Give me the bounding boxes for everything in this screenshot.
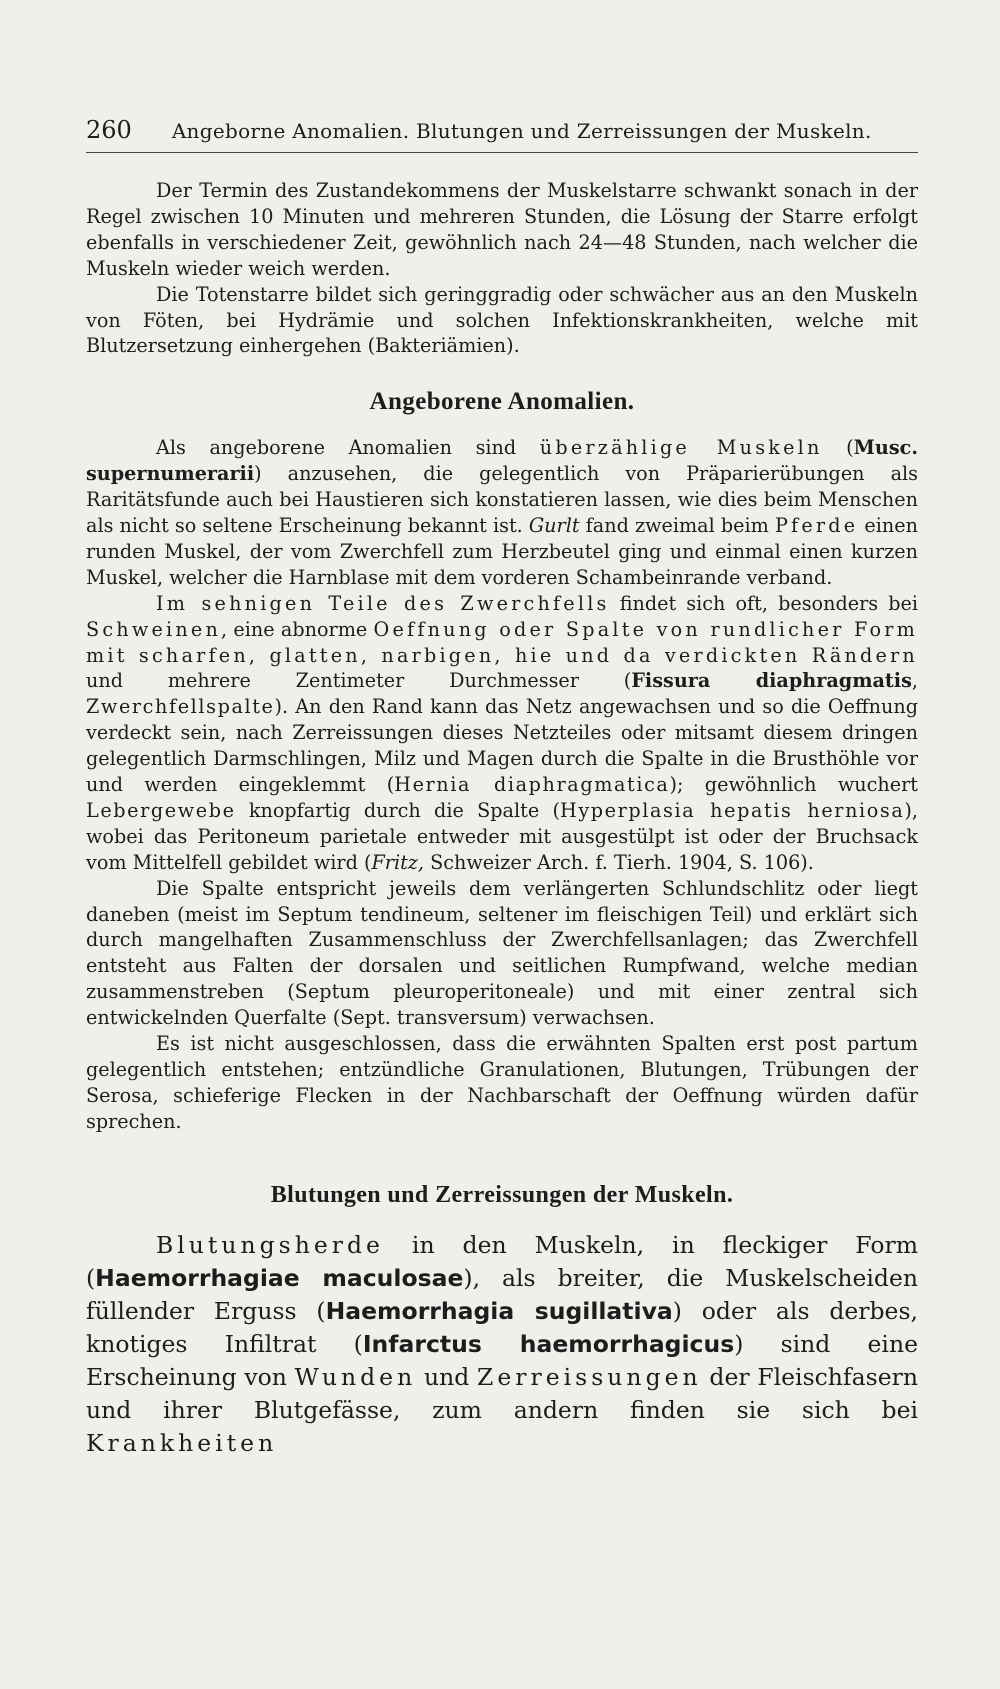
running-head-title: Angeborne Anomalien. Blutungen und Zerreissungen der Muskeln.	[171, 119, 872, 143]
spaced-term: Pferde	[774, 513, 859, 537]
paragraph	[86, 1229, 918, 1460]
text: fand zweimal beim	[579, 513, 775, 537]
running-head	[86, 116, 918, 153]
text: ) sind eine Erscheinung von	[86, 1329, 918, 1391]
text: ) oder als derbes, knotiges Infiltrat (	[86, 1296, 918, 1358]
spaced-term: überzählige Muskeln	[539, 436, 823, 460]
text: knopfartig durch die Spalte (	[235, 798, 560, 822]
latin-term: Infarctus haemorrhagicus	[362, 1329, 735, 1358]
text: Schweizer Arch. f. Tierh. 1904, S. 106).	[424, 850, 814, 874]
text: ), wobei das Peritoneum parietale entweder mit ausgestülpt ist oder der Bruchsack vom Mittelfell gebildet wird (	[86, 798, 918, 874]
paragraph: Der Termin des Zustandekommens der Muskelstarre schwankt sonach in der Regel zwischen 10 Minuten und mehreren Stunden, die Lösung der Starre erfolgt ebenfalls in verschiedener Zeit, gewöhnlich nach 24—48 Stunden, nach welcher die Muskeln wieder weich werden.	[86, 179, 918, 280]
spaced-term: Krankheiten	[86, 1428, 278, 1457]
section-heading: Angeborene Anomalien.	[369, 388, 635, 416]
paragraph	[86, 591, 918, 876]
text: ) anzusehen, die gelegentlich von Präparierübungen als Raritätsfunde auch bei Haustieren sich konstatieren lassen, wie dies beim Menschen als nicht so seltene Erscheinung bekannt ist.	[86, 462, 918, 537]
text: und	[416, 1362, 478, 1391]
latin-term: Haemorrhagiae maculosae	[95, 1263, 464, 1292]
spaced-term: Lebergewebe	[86, 798, 236, 822]
latin-term: Haemorrhagia sugillativa	[325, 1296, 673, 1325]
text: in den Muskeln, in fleckiger Form (	[86, 1230, 918, 1292]
text: (	[822, 436, 854, 460]
text: ,	[911, 669, 918, 693]
text: einen runden Muskel, der vom Zwerchfell zum Herzbeutel ging und einmal einen kurzen Muskel, welcher die Harnblase mit dem vorderen Schambeinrande verband.	[86, 513, 918, 589]
spaced-term: Zerreissungen	[477, 1362, 702, 1391]
page-body	[86, 178, 918, 1460]
paragraph: Die Spalte entspricht jeweils dem verlängerten Schlundschlitz oder liegt daneben (meist im Septum tendineum, seltener im fleischigen Teil) und erklärt sich durch mangelhaften Zusammenschluss der Zwerchfellsanlagen; das Zwerchfell entsteht aus Falten der dorsalen und seitlichen Rumpfwand, welche median zusammenstreben (Septum pleuroperitoneale) und mit einer zentral sich entwickelnden Querfalte (Sept. transversum) verwachsen.	[86, 876, 918, 1030]
spaced-term: Im sehnigen Teile des Zwerchfells	[156, 591, 610, 615]
paragraph: Die Totenstarre bildet sich geringgradig oder schwächer aus an den Muskeln von Föten, bei Hydrämie und solchen Infektionskrankheiten, welche mit Blutzersetzung einhergehen (Bakteriämien).	[86, 282, 918, 358]
spaced-term: Wunden	[294, 1362, 417, 1391]
text: und mehrere Zentimeter Durchmesser (	[86, 669, 632, 693]
section-heading: Blutungen und Zerreissungen der Muskeln.	[270, 1181, 734, 1208]
text: der Fleischfasern und ihrer Blutgefässe, zum andern finden sie sich bei	[86, 1362, 918, 1424]
spaced-term: Zwerchfellspalte	[86, 695, 275, 719]
author-name: Fritz,	[371, 850, 424, 874]
text: ). An den Rand kann das Netz angewachsen und so die Oeffnung verdeckt sein, nach Zerreissungen dieses Netzteiles oder mitsamt diesem dringen gelegentlich Darmschlingen, Milz und Magen durch die Spalte in die Brusthöhle vor und werden eingeklemmt (	[86, 695, 918, 797]
text: ), als breiter, die Muskelscheiden füllender Erguss (	[86, 1263, 918, 1325]
paragraph	[86, 435, 918, 590]
latin-term: Musc. supernumerarii	[86, 436, 918, 486]
text: ); gewöhnlich wuchert	[669, 773, 919, 797]
text: findet sich oft, besonders bei	[609, 591, 919, 615]
author-name: Gurlt	[528, 513, 580, 537]
spaced-term: Schweinen	[86, 617, 222, 641]
spaced-term: Blutungsherde	[156, 1230, 384, 1259]
latin-term: Fissura diaphragmatis	[631, 669, 912, 693]
paragraph: Es ist nicht ausgeschlossen, dass die erwähnten Spalten erst post partum gelegentlich entstehen; entzündliche Granulationen, Blutungen, Trübungen der Serosa, schieferige Flecken in der Nachbarschaft der Oeffnung würden dafür sprechen.	[86, 1032, 918, 1133]
spaced-term: Hyperplasia hepatis herniosa	[559, 798, 905, 822]
text: , eine abnorme	[221, 617, 374, 641]
spaced-term: Oeffnung oder Spalte von rundlicher Form mit scharfen, glatten, narbigen, hie und da verdickten Rändern	[86, 617, 918, 667]
text: Als angeborene Anomalien sind	[156, 436, 540, 460]
page-number: 260	[86, 116, 132, 144]
spaced-term: Hernia diaphragmatica	[394, 773, 670, 797]
